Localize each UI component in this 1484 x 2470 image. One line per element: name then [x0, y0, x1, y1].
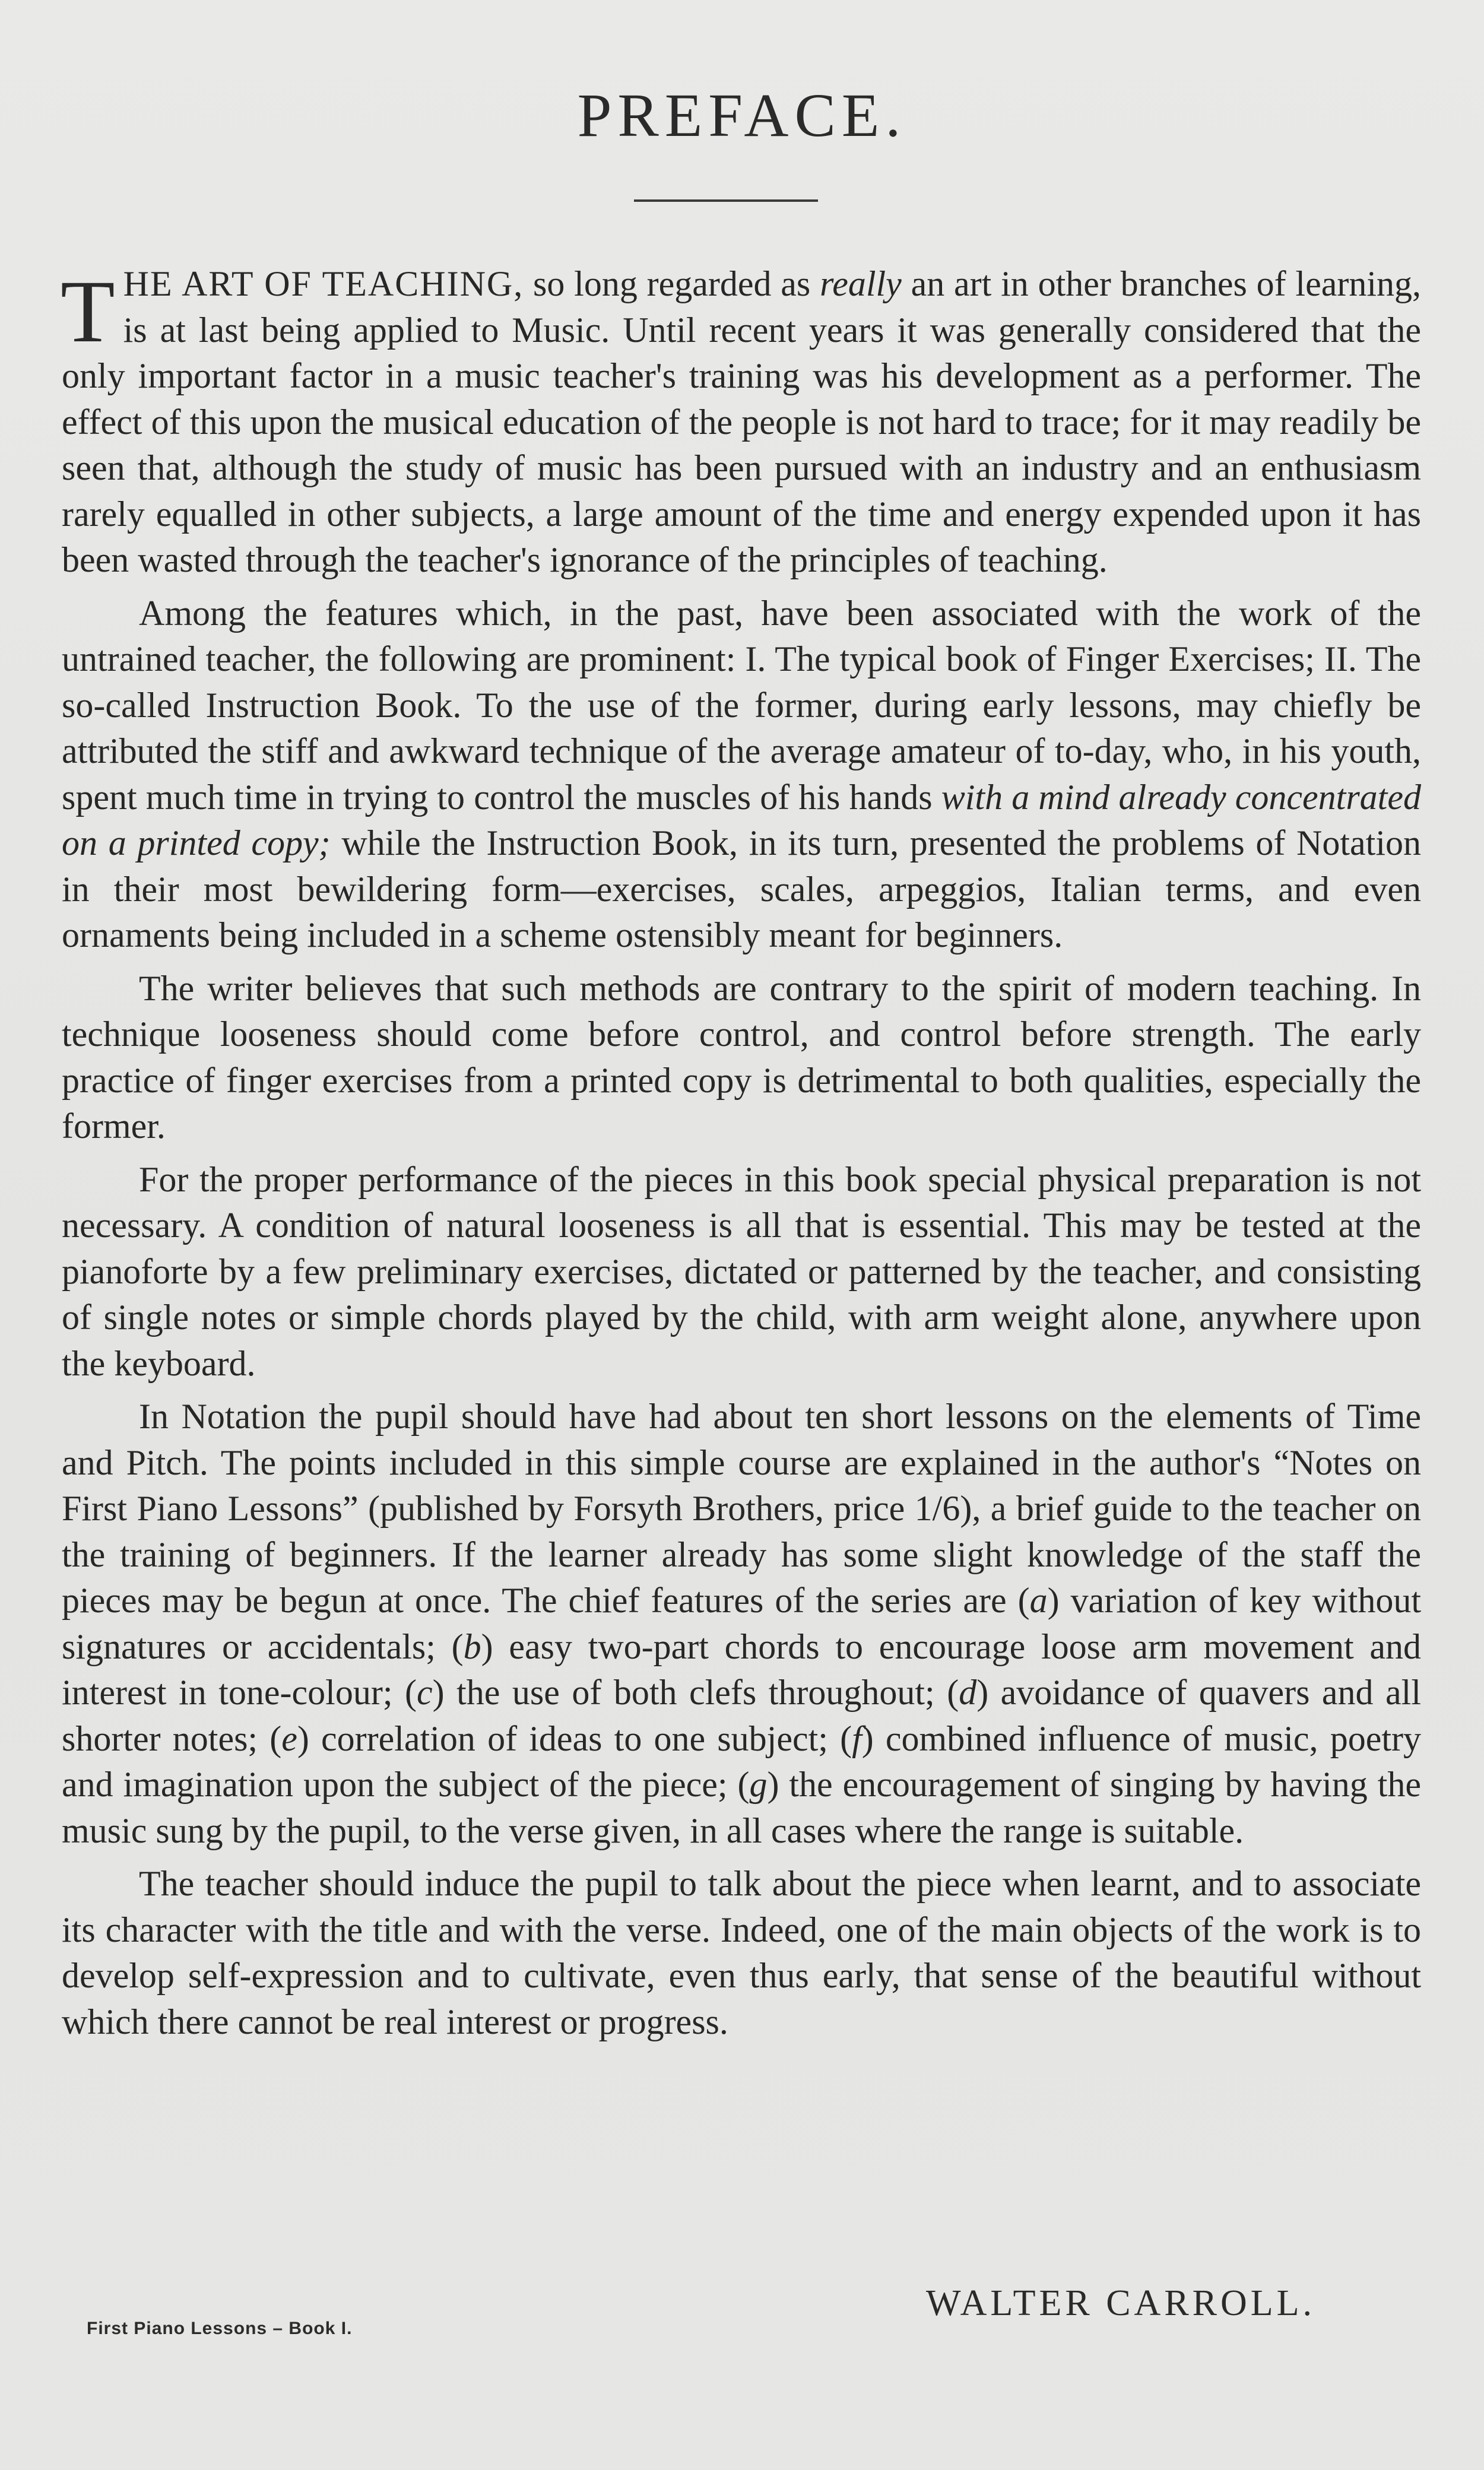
- paragraph-2-text-a: Among the features which, in the past, have been associated with the work of the untrained teacher, the following are prominent: I. The typical book of Finger Exercises; II. The so-called Instruction Book. To the use of the former, during early lessons, may chiefly be attributed the stiff and awkward technique of the average amateur of to-day, who, in his youth, spent much time in trying to control the muscles of his hands: [62, 593, 1421, 817]
- title-divider: [634, 199, 818, 202]
- preface-body: [62, 261, 1421, 2052]
- feature-key-a: a: [1029, 1581, 1048, 1620]
- paragraph-2: [62, 591, 1421, 959]
- feature-key-b: b: [463, 1626, 481, 1666]
- paragraph-5-text-a: In Notation the pupil should have had about ten short lessons on the elements of Time and Pitch. The points included in this simple course are explained in the author's “Notes on First Piano Lessons” (published by Forsyth Brothers, price 1/6), a brief guide to the teacher on the training of beginners. If the learner already has some slight knowledge of the staff the pieces may be begun at once. The chief features of the series are (: [62, 1397, 1421, 1620]
- paragraph-3: The writer believes that such methods are contrary to the spirit of modern teaching. In technique looseness should come before control, and control before strength. The early practice of finger exercises from a printed copy is detrimental to both qualities, especially the former.: [62, 968, 1421, 1146]
- footer-book-title: First Piano Lessons – Book I.: [87, 2319, 353, 2338]
- paragraph-2-text-b: while the Instruction Book, in its turn, presented the problems of Notation in their most bewildering form—exercises, scales, arpeggios, Italian terms, and even ornaments being included in a scheme ostensibly meant for beginners.: [62, 823, 1422, 955]
- paragraph-1-text-b: an art in other branches of learning, is at last being applied to Music. Until recent years it was generally considered that the only important factor in a music teacher's training was his development as a performer. The effect of this upon the musical education of the people is not hard to trace; for it may readily be seen that, although the study of music has been pursued with an industry and an enthusiasm rarely equalled in other subjects, a large amount of the time and energy expended upon it has been wasted through the teacher's ignorance of the principles of teaching.: [62, 264, 1422, 579]
- paragraph-5-text-h: ) the encouragement of singing by having the music sung by the pupil, to the verse given, in all cases where the range is suitable.: [62, 1765, 1421, 1850]
- paragraph-5-text-c: ) easy two-part chords to encourage loose arm movement and interest in tone-colour; (: [62, 1626, 1421, 1712]
- feature-key-f: f: [852, 1718, 862, 1758]
- paragraph-1: [62, 261, 1421, 584]
- feature-key-e: e: [281, 1718, 297, 1758]
- drop-cap: T: [61, 262, 115, 361]
- paragraph-5-text-e: ) avoidance of quavers and all shorter notes; (: [62, 1673, 1422, 1758]
- paragraph-6: The teacher should induce the pupil to talk about the piece when learnt, and to associate its character with the title and with the verse. Indeed, one of the main objects of the work is to develop self-expression and to cultivate, even thus early, that sense of the beautiful without which there cannot be real interest or progress.: [62, 1864, 1421, 2041]
- paragraph-5-text-d: ) the use of both clefs throughout; (: [432, 1673, 959, 1712]
- paragraph-5: [62, 1394, 1421, 1854]
- paragraph-4: For the proper performance of the pieces in this book special physical preparation is not necessary. A condition of natural looseness is all that is essential. This may be tested at the pianoforte by a few preliminary exercises, dictated or patterned by the teacher, and consisting of single notes or simple chords played by the child, with arm weight alone, anywhere upon the keyboard.: [62, 1159, 1421, 1383]
- paragraph-5-text-g: ) combined influence of music, poetry and imagination upon the subject of the piece; (: [62, 1718, 1421, 1804]
- feature-key-g: g: [749, 1765, 768, 1804]
- lead-in-text: HE ART OF TEACHING,: [123, 264, 524, 303]
- page-title: PREFACE.: [577, 81, 907, 150]
- paragraph-2-emphasis: with a mind already concentrated on a printed copy;: [62, 777, 1421, 863]
- paragraph-1-text-a: so long regarded as: [524, 264, 820, 303]
- author-signature: WALTER CARROLL.: [926, 2283, 1316, 2323]
- paragraph-1-emphasis: really: [820, 264, 902, 303]
- feature-key-c: c: [416, 1673, 433, 1712]
- feature-key-d: d: [959, 1673, 977, 1712]
- paragraph-5-text-f: ) correlation of ideas to one subject; (: [297, 1718, 852, 1758]
- paragraph-5-text-b: ) variation of key without signatures or accidentals; (: [62, 1581, 1421, 1666]
